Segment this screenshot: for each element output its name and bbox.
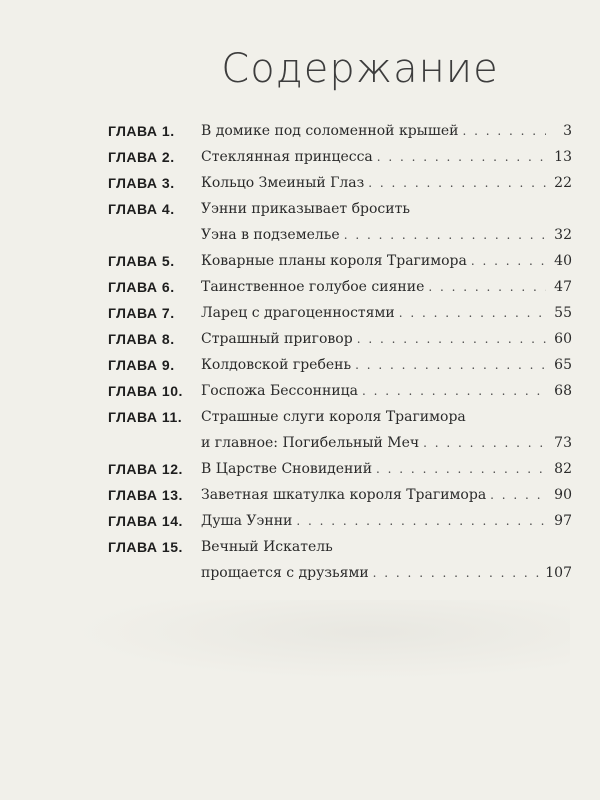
chapter-label: ГЛАВА 5. — [108, 253, 175, 269]
page-number: 90 — [554, 487, 572, 503]
chapter-label: ГЛАВА 13. — [108, 487, 183, 503]
toc-entry — [0, 508, 600, 534]
toc-line — [0, 352, 600, 378]
toc-line — [0, 170, 600, 196]
toc-line — [0, 404, 600, 430]
toc-entry — [0, 404, 600, 456]
dot-leader — [423, 430, 546, 456]
chapter-title: Заветная шкатулка короля Трагимора — [201, 487, 487, 503]
chapter-title: В домике под соломенной крышей — [201, 123, 459, 139]
toc-entry — [0, 300, 600, 326]
chapter-label: ГЛАВА 11. — [108, 409, 183, 425]
page-number: 22 — [554, 175, 572, 191]
page-number: 55 — [554, 305, 572, 321]
dot-leader — [399, 300, 546, 326]
dot-leader — [376, 456, 546, 482]
chapter-label: ГЛАВА 2. — [108, 149, 175, 165]
chapter-label: ГЛАВА 3. — [108, 175, 175, 191]
toc-entry — [0, 118, 600, 144]
toc-entry — [0, 352, 600, 378]
toc-entry — [0, 196, 600, 248]
toc-line — [0, 222, 600, 248]
chapter-label: ГЛАВА 7. — [108, 305, 175, 321]
chapter-title: Таинственное голубое сияние — [201, 279, 425, 295]
chapter-title: прощается с друзьями — [201, 565, 369, 581]
toc-line — [0, 196, 600, 222]
paper-shadow — [70, 600, 570, 680]
dot-leader — [471, 248, 546, 274]
table-of-contents — [0, 118, 600, 586]
chapter-label: ГЛАВА 8. — [108, 331, 175, 347]
toc-entry — [0, 534, 600, 586]
toc-entry — [0, 274, 600, 300]
chapter-title: Страшные слуги короля Трагимора — [201, 409, 466, 425]
toc-line — [0, 274, 600, 300]
page-number: 3 — [563, 123, 572, 139]
page-number: 82 — [554, 461, 572, 477]
toc-line — [0, 482, 600, 508]
page-number: 65 — [554, 357, 572, 373]
dot-leader — [368, 170, 546, 196]
toc-entry — [0, 326, 600, 352]
page-title: Содержание — [221, 46, 499, 92]
chapter-title: Кольцо Змеиный Глаз — [201, 175, 365, 191]
dot-leader — [373, 560, 542, 586]
chapter-title: Душа Уэнни — [201, 513, 293, 529]
toc-entry — [0, 482, 600, 508]
page-number: 13 — [554, 149, 572, 165]
chapter-title: Страшный приговор — [201, 331, 353, 347]
page-number: 68 — [554, 383, 572, 399]
chapter-label: ГЛАВА 1. — [108, 123, 175, 139]
chapter-title: Стеклянная принцесса — [201, 149, 373, 165]
dot-leader — [377, 144, 546, 170]
chapter-title: Коварные планы короля Трагимора — [201, 253, 467, 269]
toc-line — [0, 456, 600, 482]
toc-entry — [0, 248, 600, 274]
toc-line — [0, 378, 600, 404]
toc-line — [0, 144, 600, 170]
chapter-title: Госпожа Бессонница — [201, 383, 359, 399]
page-number: 32 — [554, 227, 572, 243]
toc-line — [0, 248, 600, 274]
page-number: 107 — [545, 565, 572, 581]
dot-leader — [344, 222, 546, 248]
chapter-title: Уэна в подземелье — [201, 227, 340, 243]
toc-line — [0, 430, 600, 456]
chapter-label: ГЛАВА 6. — [108, 279, 175, 295]
chapter-label: ГЛАВА 14. — [108, 513, 183, 529]
dot-leader — [355, 352, 546, 378]
toc-line — [0, 118, 600, 144]
chapter-label: ГЛАВА 9. — [108, 357, 175, 373]
dot-leader — [357, 326, 546, 352]
page-number: 97 — [554, 513, 572, 529]
dot-leader — [296, 508, 546, 534]
chapter-title: Уэнни приказывает бросить — [201, 201, 410, 217]
chapter-title: Ларец с драгоценностями — [201, 305, 395, 321]
chapter-label: ГЛАВА 4. — [108, 201, 175, 217]
dot-leader — [490, 482, 546, 508]
dot-leader — [362, 378, 546, 404]
toc-line — [0, 326, 600, 352]
toc-line — [0, 560, 600, 586]
toc-entry — [0, 144, 600, 170]
dot-leader — [428, 274, 546, 300]
chapter-title: Вечный Искатель — [201, 539, 333, 555]
chapter-label: ГЛАВА 15. — [108, 539, 183, 555]
chapter-label: ГЛАВА 12. — [108, 461, 183, 477]
chapter-title: и главное: Погибельный Меч — [201, 435, 420, 451]
chapter-title: Колдовской гребень — [201, 357, 352, 373]
dot-leader — [462, 118, 546, 144]
chapter-label: ГЛАВА 10. — [108, 383, 183, 399]
toc-entry — [0, 378, 600, 404]
toc-entry — [0, 456, 600, 482]
page-number: 73 — [554, 435, 572, 451]
toc-line — [0, 534, 600, 560]
toc-line — [0, 300, 600, 326]
page-number: 40 — [554, 253, 572, 269]
page-number: 60 — [554, 331, 572, 347]
toc-line — [0, 508, 600, 534]
page-number: 47 — [554, 279, 572, 295]
toc-entry — [0, 170, 600, 196]
chapter-title: В Царстве Сновидений — [201, 461, 373, 477]
